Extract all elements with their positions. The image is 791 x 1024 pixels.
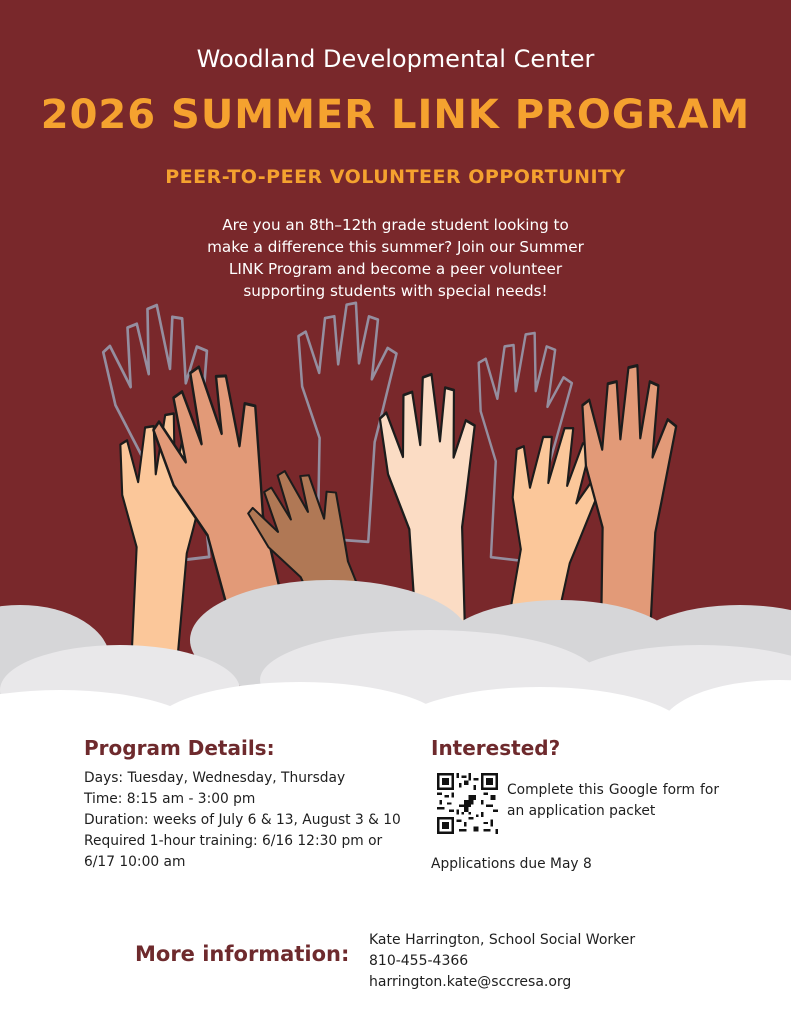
list-item: Required 1-hour training: 6/16 12:30 pm or	[84, 833, 383, 849]
interested-heading: Interested?	[431, 736, 561, 760]
qr-code-icon[interactable]	[437, 773, 498, 834]
list-item: Days: Tuesday, Wednesday, Thursday	[84, 770, 346, 786]
list-item: Duration: weeks of July 6 & 13, August 3 & 10	[84, 812, 401, 828]
application-form-link[interactable]: Complete this Google form for an application packet	[507, 782, 719, 819]
more-information-label: More information:	[135, 942, 350, 966]
application-deadline: Applications due May 8	[431, 856, 592, 872]
program-details-heading: Program Details:	[84, 736, 275, 760]
list-item: Time: 8:15 am - 3:00 pm	[84, 791, 256, 807]
intro-line: make a difference this summer? Join our Summer	[207, 238, 584, 256]
contact-phone[interactable]: 810-455-4366	[369, 953, 469, 969]
contact-name: Kate Harrington, School Social Worker	[369, 932, 636, 948]
raised-hands-illustration	[0, 300, 791, 760]
intro-line: supporting students with special needs!	[243, 282, 548, 300]
contact-email[interactable]: harrington.kate@sccresa.org	[369, 974, 572, 990]
intro-text	[195, 214, 596, 302]
contact-block	[369, 930, 635, 993]
program-details-list	[84, 768, 404, 873]
program-subtitle: PEER-TO-PEER VOLUNTEER OPPORTUNITY	[165, 166, 626, 188]
organization-name: Woodland Developmental Center	[196, 45, 595, 73]
intro-line: LINK Program and become a peer volunteer	[228, 260, 563, 278]
program-title: 2026 SUMMER LINK PROGRAM	[40, 92, 751, 138]
intro-line: Are you an 8th–12th grade student looking to	[222, 216, 569, 234]
list-item: 6/17 10:00 am	[84, 854, 186, 870]
